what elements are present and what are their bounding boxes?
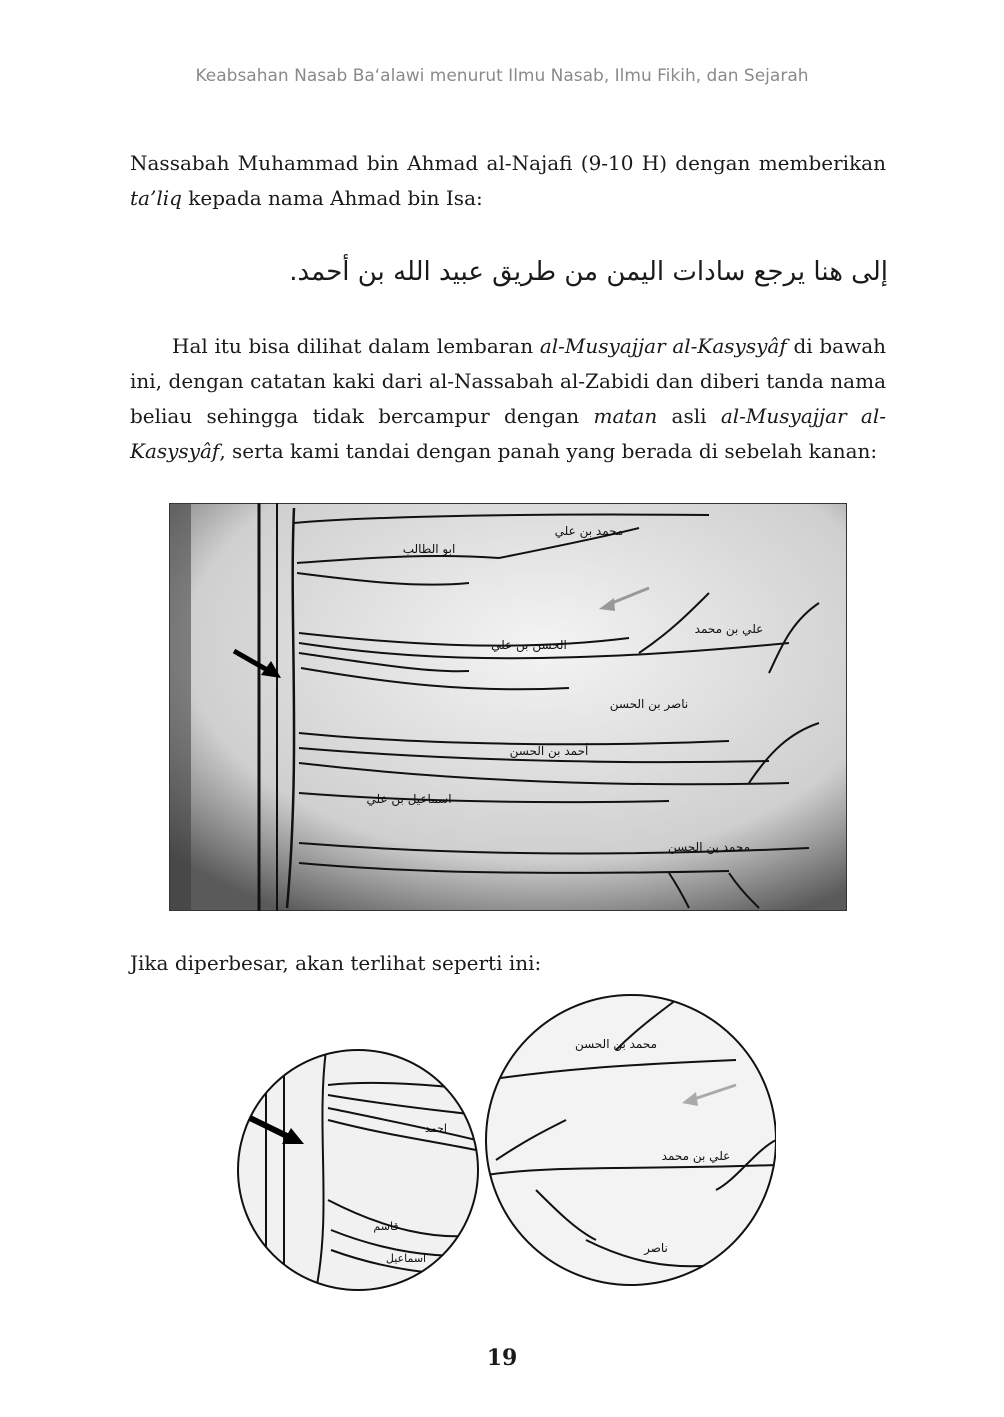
page-number: 19 [486, 1345, 518, 1371]
paragraph-zoom-caption: Jika diperbesar, akan terlihat seperti ini: [130, 951, 542, 975]
hw-label: الحسن بن علي [491, 638, 567, 652]
hw-label: اسماعيل [385, 1252, 427, 1265]
desc-text-4: , serta kami tandai dengan panah yang berada di sebelah kanan: [219, 439, 878, 463]
hw-label: احمد [425, 1122, 447, 1135]
desc-italic-2: matan [593, 404, 658, 428]
manuscript-family-tree-photo [169, 503, 847, 911]
intro-italic-term: ta’liq [130, 186, 182, 210]
hw-label: أحمد بن الحسن [509, 744, 589, 758]
hw-label: قاسم [373, 1220, 399, 1233]
desc-text-3: asli [657, 404, 721, 428]
desc-text-1: Hal itu bisa dilihat dalam lembaran [172, 334, 540, 358]
hw-label: ناصر بن الحسن [609, 697, 689, 711]
hw-label: علي بن محمد [694, 622, 764, 636]
desc-italic-1: al-Musyajjar al-Kasysyâf [539, 334, 787, 358]
hw-label: ابو الطالب [402, 542, 456, 556]
intro-text: Nassabah Muhammad bin Ahmad al-Najafi (9-10 H) dengan memberikan [130, 151, 886, 175]
arabic-quote: إلى هنا يرجع سادات اليمن من طريق عبيد الله بن أحمد. [289, 257, 888, 287]
desc-text-2: di bawah ini, dengan catatan kaki dari al-Nassabah al-Zabidi dan diberi tanda nama beliau sehingga tidak bercampur dengan [130, 334, 887, 428]
zoom-circle-right [486, 995, 776, 1285]
paragraph-description [130, 329, 886, 469]
desc-italic-3: al-Musyajjar al-Kasysyâf [130, 404, 887, 463]
hw-label: محمد بن علي [554, 524, 624, 538]
hw-label: علي بن محمد [661, 1149, 731, 1163]
hw-label: اسماعيل بن علي [366, 792, 452, 806]
zoom-circle-left [238, 1050, 478, 1292]
hw-label: ناصر [644, 1241, 668, 1255]
hw-label: محمد بن الحسن [574, 1037, 658, 1051]
intro-text-end: kepada nama Ahmad bin Isa: [181, 186, 483, 210]
hw-label: محمد بن الحسن [667, 840, 751, 854]
paragraph-intro [130, 146, 886, 216]
running-header: Keabsahan Nasab Ba‘alawi menurut Ilmu Nasab, Ilmu Fikih, dan Sejarah [195, 66, 809, 86]
zoomed-manuscript-circles [236, 990, 776, 1292]
